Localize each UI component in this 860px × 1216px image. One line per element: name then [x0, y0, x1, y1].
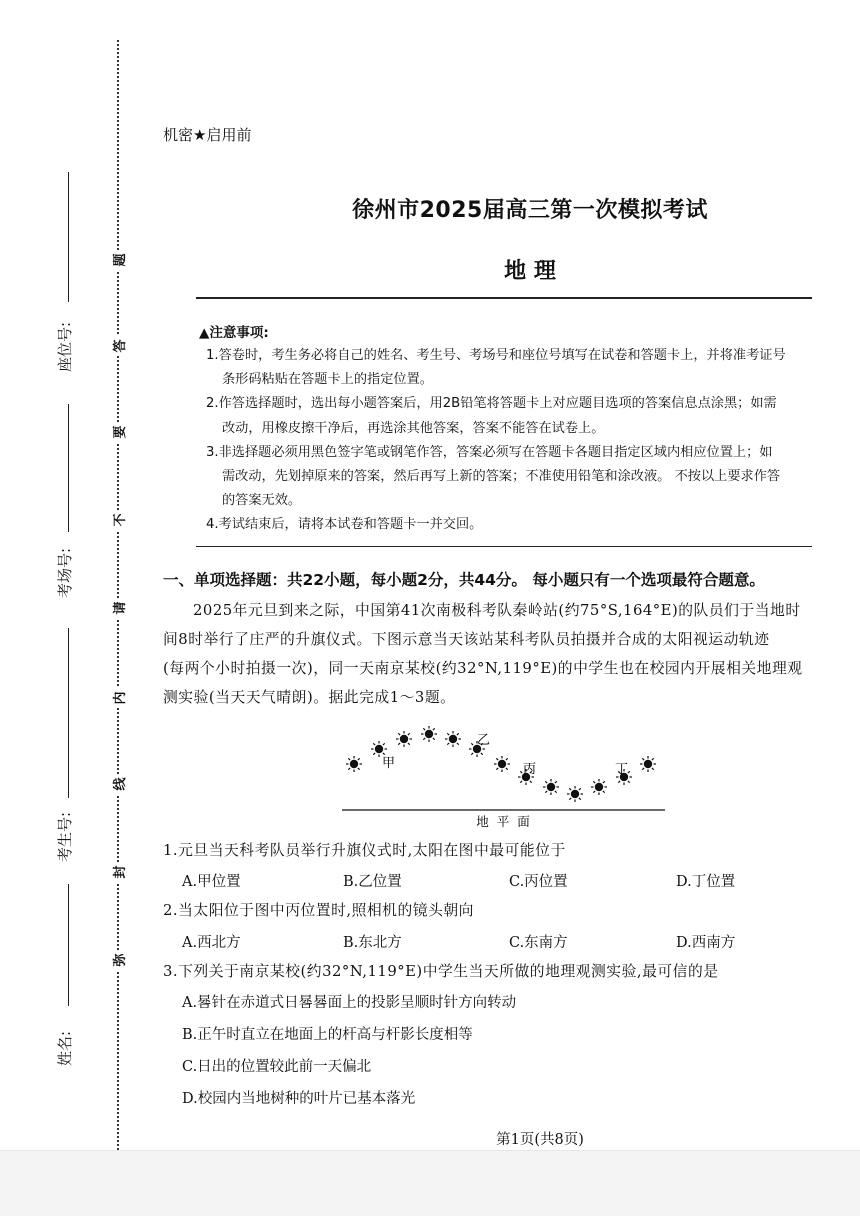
page-bottom-strip [0, 1150, 860, 1216]
notice-rule [196, 546, 812, 547]
sun-position [445, 731, 461, 747]
binding-char: 线 [108, 774, 128, 794]
sun-position [396, 731, 412, 747]
subject-title: 地 理 [504, 259, 556, 284]
notice-list [206, 344, 814, 538]
option: B.乙位置 [343, 874, 402, 890]
name-field-line [68, 884, 69, 1006]
seat-field-label: 座位号: [56, 321, 74, 372]
sun-position [640, 756, 656, 772]
intro-line: (每两个小时拍摄一次)，同一天南京某校(约32°N,119°E)的中学生也在校园内开展相关地理观 [163, 660, 803, 677]
notice-line: 需改动，先划掉原来的答案，然后再写上新的答案；不准使用铅笔和涂改液。 不按以上要求作答 [222, 469, 781, 485]
option: C.丙位置 [509, 874, 568, 890]
notice-line: 的答案无效。 [222, 493, 302, 509]
sun-position [371, 741, 387, 757]
binding-char: 答 [108, 336, 128, 356]
exam-title: 徐州市2025届高三第一次模拟考试 [352, 198, 708, 223]
label-bing: 丙 [523, 762, 537, 777]
option: A.甲位置 [182, 874, 241, 890]
sun-position [421, 726, 437, 742]
sun-position [494, 756, 510, 772]
label-jia: 甲 [382, 756, 396, 771]
confidential-label: 机密★启用前 [163, 126, 252, 144]
label-ding: 丁 [615, 762, 629, 777]
exam-no-field-line [68, 628, 69, 798]
binding-char: 封 [108, 862, 128, 882]
option: C.日出的位置较此前一天偏北 [182, 1059, 372, 1075]
option: D.校园内当地树种的叶片已基本落光 [182, 1091, 416, 1107]
binding-char: 不 [108, 510, 128, 530]
binding-char: 要 [108, 422, 128, 442]
notice-line: 条形码粘贴在答题卡上的指定位置。 [222, 372, 433, 388]
notice-line: 1.答卷时，考生务必将自己的姓名、考生号、考场号和座位号填写在试卷和答题卡上，并将准考证号 [206, 348, 786, 363]
question-stem: 1.元旦当天科考队员举行升旗仪式时,太阳在图中最可能位于 [163, 842, 566, 859]
notice-line: 改动，用橡皮擦干净后，再选涂其他答案，答案不能答在试卷上。 [222, 420, 605, 436]
notice-line: 3.非选择题必须用黑色签字笔或钢笔作答，答案必须写在答题卡各题目指定区域内相应位置上；如 [206, 444, 773, 460]
room-field-label: 考场号: [56, 547, 74, 598]
option: A.西北方 [182, 935, 241, 951]
page-number: 第1页(共8页) [496, 1132, 584, 1148]
question-stem: 3.下列关于南京某校(约32°N,119°E)中学生当天所做的地理观测实验,最可信的是 [163, 963, 719, 980]
intro-line: 测实验(当天天气晴朗)。据此完成1～3题。 [163, 689, 456, 706]
section-title: 一、单项选择题：共22小题，每小题2分，共44分。 每小题只有一个选项最符合题意。 [163, 571, 765, 589]
intro-line: 2025年元旦到来之际，中国第41次南极科考队秦岭站(约75°S,164°E)的队员们于当地时 [193, 602, 801, 619]
warning-icon: ▲ [199, 325, 210, 341]
sun-position [567, 786, 583, 802]
sun-position [346, 756, 362, 772]
intro-paragraph [163, 596, 853, 712]
seat-field-line [68, 172, 69, 302]
notice-title: ▲注意事项: [199, 325, 269, 341]
binding-char: 内 [108, 688, 128, 708]
option: D.丁位置 [676, 874, 736, 890]
sun-position [543, 779, 559, 795]
intro-line: 间8时举行了庄严的升旗仪式。下图示意当天该站某科考队员拍摄并合成的太阳视运动轨迹 [163, 631, 770, 648]
option: D.西南方 [676, 935, 736, 951]
exam-no-field-label: 考生号: [56, 811, 74, 862]
notice-line: 2.作答选择题时，选出每小题答案后，用2B铅笔将答题卡上对应题目选项的答案信息点涂黑；如需 [206, 396, 777, 412]
horizon-label: 地 平 面 [476, 814, 530, 829]
option: B.正午时直立在地面上的杆高与杆影长度相等 [182, 1027, 473, 1043]
name-field-label: 姓名: [56, 1030, 74, 1066]
notice-line: 4.考试结束后，请将本试卷和答题卡一并交回。 [206, 517, 483, 533]
binding-char: 请 [108, 598, 128, 618]
option: C.东南方 [509, 935, 568, 951]
room-field-line [68, 404, 69, 532]
sun-position [591, 779, 607, 795]
option: A.晷针在赤道式日晷晷面上的投影呈顺时针方向转动 [182, 995, 517, 1011]
binding-char: 题 [108, 250, 128, 270]
question-stem: 2.当太阳位于图中丙位置时,照相机的镜头朝向 [163, 902, 474, 919]
binding-char: 弥 [108, 950, 128, 970]
sun-path-figure [330, 720, 680, 832]
header-rule [196, 297, 812, 299]
label-yi: 乙 [477, 733, 491, 748]
option: B.东北方 [343, 935, 402, 951]
